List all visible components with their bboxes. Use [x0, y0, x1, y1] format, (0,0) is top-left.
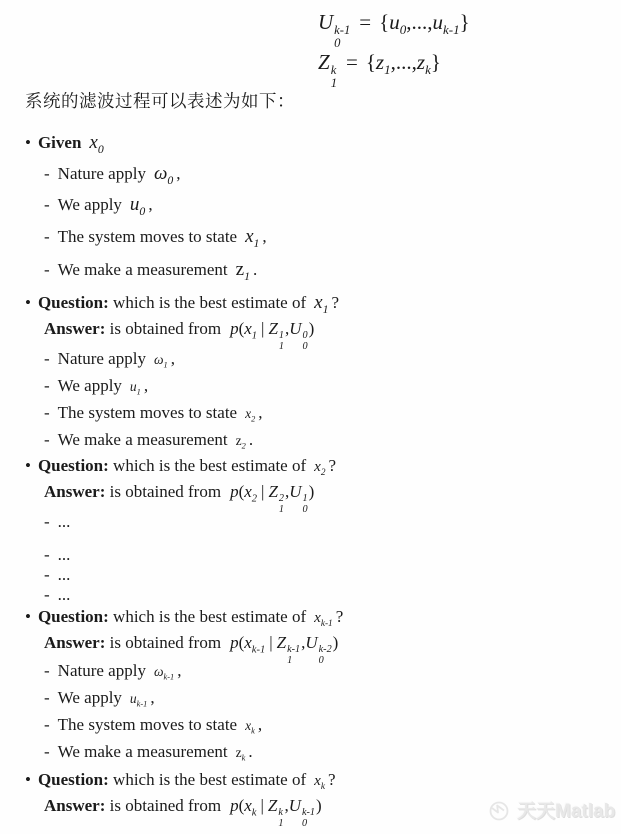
- dash-icon: -: [44, 164, 50, 183]
- probability-formula: [230, 482, 315, 515]
- step-apply-1: [44, 194, 153, 216]
- math-x0: [89, 132, 104, 156]
- math-sym: (: [238, 482, 245, 501]
- ellipsis-row: [44, 585, 70, 605]
- math-var: x: [244, 319, 252, 338]
- math-sym: }: [459, 10, 470, 34]
- probability-formula: [230, 633, 339, 666]
- math-zk: [235, 745, 246, 763]
- dash-icon: -: [44, 545, 50, 564]
- step-moves-3: [44, 715, 262, 735]
- punct: ?: [328, 456, 337, 475]
- bullet-icon: •: [25, 607, 31, 626]
- math-var: x: [244, 796, 252, 815]
- math-u1: [129, 379, 141, 397]
- punct: ,: [177, 661, 182, 680]
- math-sub: k-1: [442, 22, 460, 38]
- math-p: p: [230, 633, 239, 652]
- math-u-k1: [129, 691, 148, 709]
- answer-line-4: [44, 796, 322, 829]
- math-dots: ,...,: [390, 50, 417, 74]
- math-var: U: [305, 633, 318, 652]
- math-sub: k: [425, 62, 431, 78]
- step-text: We make a measurement: [57, 260, 228, 279]
- step-text: We apply: [57, 688, 122, 707]
- answer-label: Answer:: [44, 633, 106, 652]
- math-sub: k-1: [251, 644, 266, 656]
- dash-icon: -: [44, 195, 50, 214]
- math-omega0: [153, 163, 174, 187]
- math-sub: k-1: [136, 699, 148, 709]
- math-sub: k-1: [320, 619, 333, 629]
- math-var: x: [314, 292, 323, 313]
- math-var: U: [289, 482, 302, 501]
- math-sym: (: [238, 633, 245, 652]
- question-text: which is the best estimate of: [113, 770, 307, 789]
- dash-icon: -: [44, 688, 50, 707]
- math-var: x: [89, 132, 98, 153]
- math-x1: [314, 292, 329, 316]
- math-sub: 1: [330, 76, 337, 91]
- answer-label: Answer:: [44, 796, 106, 815]
- step-text: We apply: [57, 195, 122, 214]
- math-sub: 1: [384, 62, 391, 78]
- math-p: p: [230, 796, 239, 815]
- punct: ,: [150, 688, 155, 707]
- math-sup: 1: [278, 330, 285, 342]
- ellipsis-text: ...: [57, 585, 71, 604]
- math-var: Z: [276, 633, 287, 652]
- conditional-bar: |: [261, 319, 265, 338]
- math-var: U: [288, 796, 301, 815]
- math-sub: 1: [322, 302, 329, 316]
- math-sup: k: [330, 63, 337, 78]
- math-sym: ,: [285, 482, 290, 501]
- answer-text: is obtained from: [109, 633, 222, 652]
- probability-formula: [230, 796, 322, 829]
- math-x2: [245, 406, 256, 424]
- math-sub: 1: [244, 269, 250, 283]
- math-z1: [235, 259, 250, 283]
- math-sub: 0: [97, 142, 104, 156]
- math-var: ω: [153, 163, 168, 184]
- question-line-1: [25, 292, 339, 314]
- dash-icon: -: [44, 227, 50, 246]
- dash-icon: -: [44, 512, 50, 531]
- math-sym: ): [315, 796, 322, 815]
- math-var: U: [289, 319, 302, 338]
- dash-icon: -: [44, 260, 50, 279]
- bullet-icon: •: [25, 456, 31, 475]
- math-supsub: [302, 808, 315, 829]
- math-sup: k-2: [318, 644, 332, 656]
- math-var: x: [245, 226, 254, 247]
- math-sym: {: [379, 10, 390, 34]
- math-sub: 0: [301, 817, 308, 829]
- answer-label: Answer:: [44, 482, 106, 501]
- math-var: x: [245, 406, 252, 421]
- math-var: ω: [153, 352, 164, 367]
- conditional-bar: |: [269, 633, 273, 652]
- dash-icon: -: [44, 430, 50, 449]
- math-supsub: [303, 494, 308, 515]
- dash-icon: -: [44, 585, 50, 604]
- dash-icon: -: [44, 565, 50, 584]
- math-sym: (: [238, 796, 245, 815]
- step-text: Nature apply: [57, 661, 146, 680]
- step-text: We make a measurement: [57, 742, 228, 761]
- step-measure-1: [44, 259, 257, 281]
- math-var: Z: [268, 319, 278, 338]
- question-text: which is the best estimate of: [113, 293, 307, 312]
- math-sub: 1: [163, 360, 168, 370]
- step-text: Nature apply: [57, 349, 146, 368]
- step-moves-2: [44, 403, 263, 423]
- punct: .: [248, 742, 253, 761]
- math-var: x: [314, 610, 321, 626]
- math-u0: [129, 194, 146, 218]
- step-measure-3: [44, 742, 253, 762]
- punct: ?: [327, 770, 336, 789]
- math-var: U: [318, 10, 334, 34]
- punct: ,: [176, 164, 181, 183]
- math-sym: ): [308, 482, 315, 501]
- given-label: Given: [37, 133, 82, 152]
- question-label: Question:: [37, 456, 109, 475]
- math-x1: [245, 226, 260, 250]
- math-supsub: [303, 331, 308, 352]
- step-moves-1: [44, 226, 267, 248]
- math-sub: 0: [318, 654, 324, 666]
- ellipsis-text: ...: [57, 545, 71, 564]
- question-label: Question:: [37, 293, 109, 312]
- math-sup: 1: [302, 493, 308, 505]
- math-xk1: [314, 610, 333, 629]
- math-sub: 1: [278, 503, 285, 515]
- question-line-4: [25, 770, 336, 790]
- math-sym: ): [308, 319, 315, 338]
- dash-icon: -: [44, 376, 50, 395]
- conditional-bar: |: [261, 482, 265, 501]
- math-sub: 0: [302, 503, 308, 515]
- dash-icon: -: [44, 742, 50, 761]
- question-line-3: [25, 607, 343, 627]
- ellipsis-text: ...: [57, 565, 71, 584]
- math-var: u: [389, 10, 400, 34]
- step-nature-1: [44, 163, 181, 185]
- math-var: z: [235, 259, 245, 280]
- step-apply-3: [44, 688, 155, 708]
- question-line-2: [25, 456, 336, 476]
- math-var: z: [375, 50, 385, 74]
- punct: .: [248, 430, 254, 449]
- math-supsub: [319, 645, 332, 666]
- equation-control-set: [318, 10, 470, 50]
- answer-line-1: [44, 319, 314, 352]
- step-apply-2: [44, 376, 148, 396]
- math-supsub: [279, 331, 284, 352]
- punct: ,: [170, 349, 175, 368]
- math-sym: ,: [301, 633, 306, 652]
- math-var: Z: [318, 50, 330, 74]
- math-var: Z: [267, 796, 278, 815]
- intro-text: 系统的滤波过程可以表述为如下：: [25, 91, 295, 111]
- math-sub: 1: [253, 236, 260, 250]
- math-sub: k: [251, 726, 255, 736]
- math-supsub: [279, 494, 284, 515]
- given-line: [25, 132, 104, 154]
- math-sub: 2: [251, 493, 258, 505]
- math-omega1: [153, 352, 168, 370]
- math-p: p: [230, 482, 239, 501]
- math-var: x: [314, 459, 321, 475]
- math-var: x: [314, 773, 321, 789]
- math-sub: 1: [278, 340, 285, 352]
- probability-formula: [230, 319, 315, 352]
- step-text: We apply: [57, 376, 122, 395]
- math-sym: ,: [284, 796, 289, 815]
- punct: ?: [331, 293, 340, 312]
- equals-sign: =: [359, 10, 372, 34]
- math-var: u: [432, 10, 443, 34]
- math-var: x: [244, 633, 252, 652]
- math-var: z: [416, 50, 426, 74]
- watermark-logo-icon: [487, 798, 511, 822]
- math-var: Z: [268, 482, 278, 501]
- math-sub: 0: [334, 36, 341, 51]
- math-sub: 0: [167, 173, 174, 187]
- math-sub: 1: [251, 330, 258, 342]
- math-sub: 0: [399, 22, 407, 38]
- math-sub: 2: [251, 414, 256, 424]
- watermark-text: 天天Matlab: [517, 801, 616, 822]
- math-sym: (: [238, 319, 245, 338]
- step-measure-2: [44, 430, 253, 450]
- math-sub: k-1: [163, 672, 175, 682]
- math-sup: k: [278, 807, 283, 819]
- punct: .: [252, 260, 258, 279]
- math-sub: 2: [320, 468, 326, 478]
- bullet-icon: •: [25, 293, 31, 312]
- math-sub: k: [251, 807, 257, 819]
- math-sup: k-1: [287, 644, 301, 656]
- math-sup: k-1: [334, 23, 351, 38]
- punct: ,: [148, 195, 153, 214]
- math-sym: ,: [285, 319, 290, 338]
- ellipsis-row: [44, 512, 70, 532]
- math-sym: }: [430, 50, 441, 74]
- step-text: We make a measurement: [57, 430, 228, 449]
- math-sym: {: [365, 50, 376, 74]
- math-sup: 2: [278, 493, 285, 505]
- ellipsis-text: ...: [57, 512, 71, 531]
- answer-text: is obtained from: [109, 796, 222, 815]
- math-var: u: [129, 379, 137, 394]
- equation-measurement-set: [318, 50, 441, 90]
- question-text: which is the best estimate of: [113, 607, 307, 626]
- math-sub: k: [320, 782, 325, 792]
- answer-text: is obtained from: [109, 319, 222, 338]
- bullet-icon: •: [25, 133, 31, 152]
- dash-icon: -: [44, 715, 50, 734]
- math-supsub: [331, 64, 337, 90]
- watermark: [487, 796, 615, 823]
- question-label: Question:: [37, 607, 109, 626]
- dash-icon: -: [44, 349, 50, 368]
- math-sup: k-1: [301, 807, 315, 819]
- math-z2: [235, 433, 246, 451]
- math-var: ω: [153, 664, 164, 679]
- math-x2: [314, 459, 326, 478]
- question-text: which is the best estimate of: [113, 456, 307, 475]
- math-var: u: [129, 194, 140, 215]
- math-sub: 0: [139, 204, 146, 218]
- math-var: x: [245, 718, 252, 733]
- question-label: Question:: [37, 770, 109, 789]
- step-text: The system moves to state: [57, 715, 238, 734]
- punct: ,: [262, 227, 267, 246]
- math-p: p: [230, 319, 239, 338]
- math-sym: ): [332, 633, 339, 652]
- math-var: z: [235, 745, 242, 760]
- conditional-bar: |: [260, 796, 264, 815]
- punct: ,: [258, 403, 263, 422]
- punct: ?: [335, 607, 344, 626]
- bullet-icon: •: [25, 770, 31, 789]
- math-sub: 2: [241, 441, 246, 451]
- answer-line-2: [44, 482, 314, 515]
- punct: ,: [143, 376, 149, 395]
- step-nature-3: [44, 661, 181, 681]
- equals-sign: =: [345, 50, 358, 74]
- math-sub: 1: [136, 387, 141, 397]
- math-xk: [314, 773, 325, 792]
- ellipsis-row: [44, 565, 70, 585]
- math-var: x: [244, 482, 252, 501]
- math-supsub: [278, 808, 283, 829]
- math-supsub: [334, 24, 350, 50]
- math-xk: [245, 718, 255, 736]
- math-var: z: [235, 433, 242, 448]
- math-sub: 1: [278, 817, 284, 829]
- dash-icon: -: [44, 403, 50, 422]
- answer-label: Answer:: [44, 319, 106, 338]
- math-dots: ,...,: [406, 10, 433, 34]
- punct: ,: [257, 715, 263, 734]
- math-sup: 0: [302, 330, 308, 342]
- step-text: The system moves to state: [57, 403, 238, 422]
- step-nature-2: [44, 349, 175, 369]
- ellipsis-row: [44, 545, 70, 565]
- math-omega-k1: [153, 664, 175, 682]
- dash-icon: -: [44, 661, 50, 680]
- math-var: u: [129, 691, 137, 706]
- step-text: Nature apply: [57, 164, 146, 183]
- math-supsub: [287, 645, 300, 666]
- step-text: The system moves to state: [57, 227, 238, 246]
- math-sub: 0: [302, 340, 308, 352]
- answer-text: is obtained from: [109, 482, 222, 501]
- math-sub: 1: [287, 654, 293, 666]
- math-sub: k: [241, 753, 246, 763]
